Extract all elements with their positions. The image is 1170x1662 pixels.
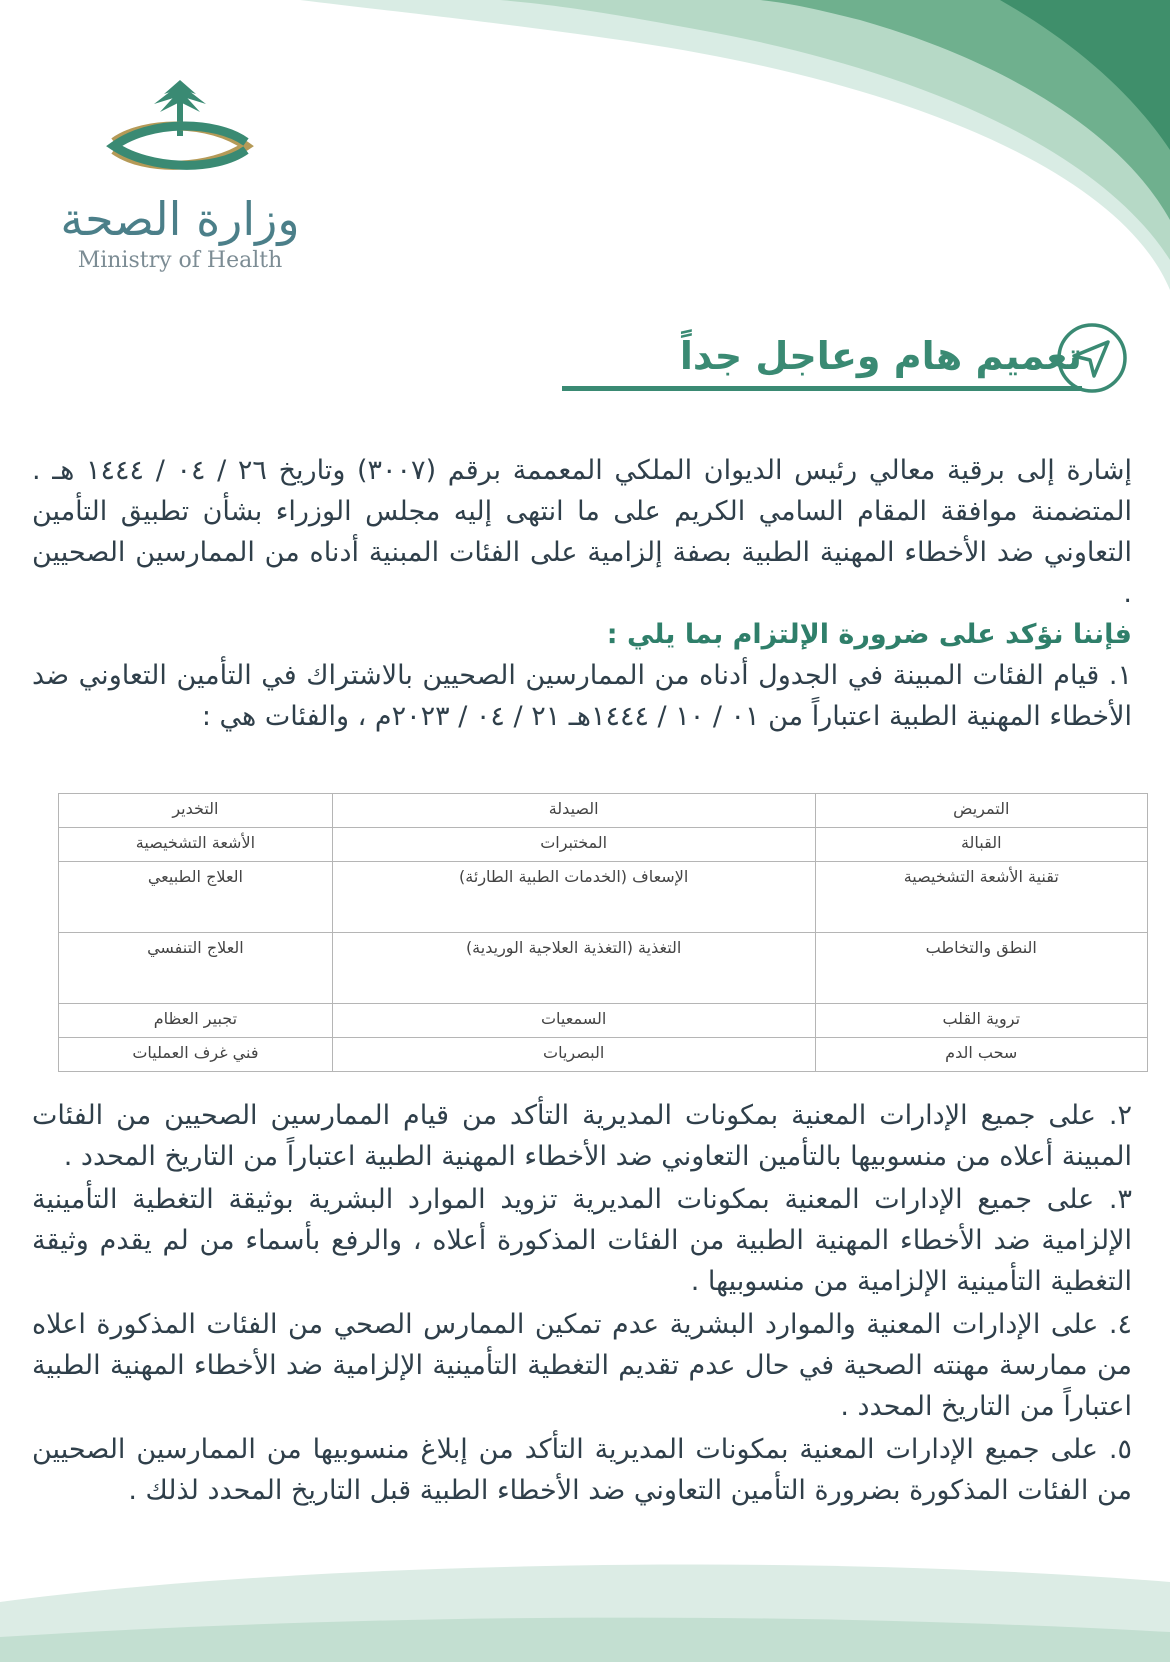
table-cell: العلاج التنفسي: [59, 933, 333, 1004]
table-cell: السمعيات: [332, 1004, 815, 1038]
table-cell: الأشعة التشخيصية: [59, 828, 333, 862]
commitment-line: فإننا نؤكد على ضرورة الإلتزام بما يلي :: [606, 619, 1132, 650]
table-cell: العلاج الطبيعي: [59, 862, 333, 933]
list-item-5: ٥. على جميع الإدارات المعنية بمكونات المديرية التأكد من إبلاغ منسوبيها من الممارسين الصحيين من الفئات المذكورة بضرورة التأمين التعاوني ضد الأخطاء الطبية قبل التاريخ المحدد لذلك .: [32, 1434, 1132, 1506]
table-cell: الإسعاف (الخدمات الطبية الطارئة): [332, 862, 815, 933]
categories-table: [58, 793, 1148, 1072]
table-cell: التخدير: [59, 794, 333, 828]
logo-arabic-name: وزارة الصحة: [60, 192, 300, 246]
table-cell: تروية القلب: [815, 1004, 1148, 1038]
table-row: [59, 794, 1148, 828]
table-row: [59, 933, 1148, 1004]
list-item-2: ٢. على جميع الإدارات المعنية بمكونات المديرية التأكد من قيام الممارسين الصحيين من الفئات المبينة أعلاه من منسوبيها بالتأمين التعاوني ضد الأخطاء المهنية الطبية اعتباراً من التاريخ المحدد .: [32, 1100, 1132, 1172]
table-cell: المختبرات: [332, 828, 815, 862]
table-row: [59, 862, 1148, 933]
table-cell: تقنية الأشعة التشخيصية: [815, 862, 1148, 933]
table-row: [59, 1004, 1148, 1038]
table-cell: البصريات: [332, 1038, 815, 1072]
table-cell: الصيدلة: [332, 794, 815, 828]
table-cell: القبالة: [815, 828, 1148, 862]
list-item-3: ٣. على جميع الإدارات المعنية بمكونات المديرية تزويد الموارد البشرية بوثيقة التغطية التأمينية الإلزامية ضد الأخطاء المهنية الطبية من الفئات المذكورة أعلاه ، والرفع بأسماء من لم يقدم وثيقة التغطية التأمينية الإلزامية من منسوبيها .: [32, 1184, 1132, 1297]
logo-english-name: Ministry of Health: [77, 248, 283, 273]
intro-section: [32, 450, 1132, 737]
page-title: تعميم هام وعاجل جداً: [562, 330, 1082, 391]
palm-swords-emblem-icon: [100, 80, 260, 190]
footer-wave: [0, 1542, 1170, 1662]
intro-paragraph: إشارة إلى برقية معالي رئيس الديوان الملكي المعممة برقم (٣٠٠٧) وتاريخ ٢٦ / ٠٤ / ١٤٤٤ هـ . المتضمنة موافقة المقام السامي الكريم على ما انتهى إليه مجلس الوزراء بشأن تطبيق التأمين التعاوني ضد الأخطاء المهنية الطبية بصفة إلزامية على الفئات المبنية أدناه من الممارسين الصحيين .: [32, 455, 1132, 609]
list-item-4: ٤. على الإدارات المعنية والموارد البشرية عدم تمكين الممارس الصحي من الفئات المذكورة اعلاه من ممارسة مهنته الصحية في حال عدم تقديم التغطية التأمينية الإلزامية ضد الأخطاء المهنية الطبية اعتباراً من التاريخ المحدد .: [32, 1309, 1132, 1422]
table-row: [59, 1038, 1148, 1072]
directives-list: [32, 1095, 1132, 1513]
list-item-1: ١. قيام الفئات المبينة في الجدول أدناه من الممارسين الصحيين بالاشتراك في التأمين التعاوني ضد الأخطاء المهنية الطبية اعتباراً من ٠١ / ١٠ / ١٤٤٤هـ ٢١ / ٠٤ / ٢٠٢٣م ، والفئات هي :: [32, 660, 1132, 732]
table-cell: فني غرف العمليات: [59, 1038, 333, 1072]
table-cell: النطق والتخاطب: [815, 933, 1148, 1004]
ministry-logo: [60, 80, 300, 280]
table-cell: تجبير العظام: [59, 1004, 333, 1038]
table-cell: سحب الدم: [815, 1038, 1148, 1072]
table-cell: التغذية (التغذية العلاجية الوريدية): [332, 933, 815, 1004]
table-row: [59, 828, 1148, 862]
table-cell: التمريض: [815, 794, 1148, 828]
